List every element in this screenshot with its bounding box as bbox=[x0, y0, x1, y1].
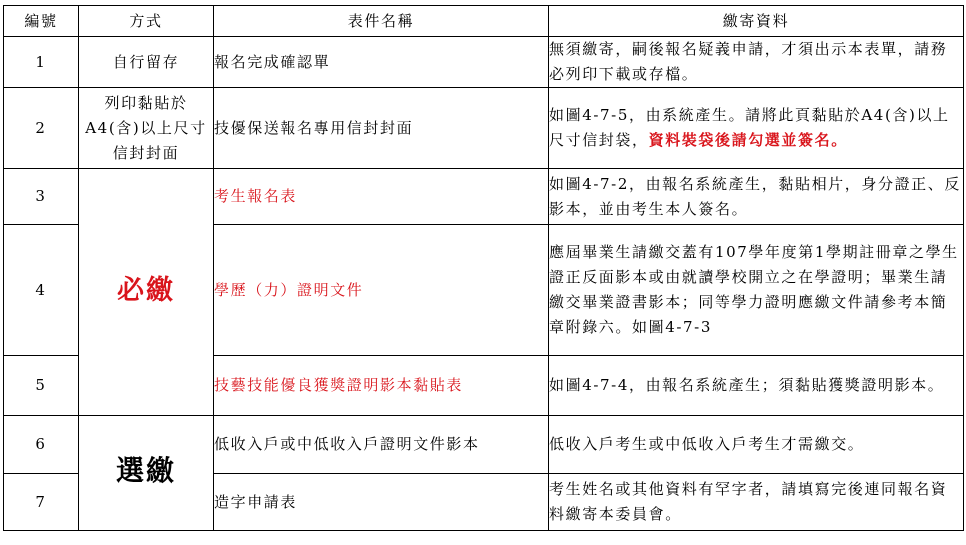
row-form-name: 報名完成確認單 bbox=[214, 37, 549, 88]
row-number: 5 bbox=[4, 356, 79, 416]
table-row bbox=[4, 37, 964, 88]
header-form-name: 表件名稱 bbox=[214, 6, 549, 37]
table-row bbox=[4, 416, 964, 474]
row-info-emphasis: 資料裝袋後請勾選並簽名。 bbox=[648, 131, 848, 149]
table-row bbox=[4, 169, 964, 225]
row-method: 列印黏貼於A4(含)以上尺寸信封封面 bbox=[79, 88, 214, 169]
row-form-name: 技藝技能優良獲獎證明影本黏貼表 bbox=[214, 356, 549, 416]
row-info: 如圖4-7-4，由報名系統產生；須黏貼獲獎證明影本。 bbox=[549, 356, 964, 416]
row-info: 應屆畢業生請繳交蓋有107學年度第1學期註冊章之學生證正反面影本或由就讀學校開立之在學證明；畢業生請繳交畢業證書影本；同等學力證明應繳文件請參考本簡章附錄六。如圖4-7-3 bbox=[549, 225, 964, 356]
row-info: 如圖4-7-2，由報名系統產生，黏貼相片，身分證正、反影本，並由考生本人簽名。 bbox=[549, 169, 964, 225]
row-form-name: 考生報名表 bbox=[214, 169, 549, 225]
row-number: 7 bbox=[4, 474, 79, 531]
submission-table bbox=[3, 5, 964, 531]
row-info: 考生姓名或其他資料有罕字者，請填寫完後連同報名資料繳寄本委員會。 bbox=[549, 474, 964, 531]
row-form-name: 技優保送報名專用信封封面 bbox=[214, 88, 549, 169]
row-number: 4 bbox=[4, 225, 79, 356]
row-number: 2 bbox=[4, 88, 79, 169]
row-form-name: 低收入戶或中低收入戶證明文件影本 bbox=[214, 416, 549, 474]
row-form-name: 學歷（力）證明文件 bbox=[214, 225, 549, 356]
row-info bbox=[549, 88, 964, 169]
row-info: 低收入戶考生或中低收入戶考生才需繳交。 bbox=[549, 416, 964, 474]
row-info: 無須繳寄，嗣後報名疑義申請，才須出示本表單，請務必列印下載或存檔。 bbox=[549, 37, 964, 88]
row-form-name: 造字申請表 bbox=[214, 474, 549, 531]
required-group-label: 必繳 bbox=[117, 274, 175, 306]
header-number: 編號 bbox=[4, 6, 79, 37]
row-number: 1 bbox=[4, 37, 79, 88]
row-method: 自行留存 bbox=[79, 37, 214, 88]
optional-group-label: 選繳 bbox=[115, 454, 176, 487]
table-row bbox=[4, 88, 964, 169]
group-optional bbox=[79, 416, 214, 531]
group-required bbox=[79, 169, 214, 416]
row-number: 3 bbox=[4, 169, 79, 225]
row-number: 6 bbox=[4, 416, 79, 474]
header-method: 方式 bbox=[79, 6, 214, 37]
header-row bbox=[4, 6, 964, 37]
header-info: 繳寄資料 bbox=[549, 6, 964, 37]
row-info-text: 如圖4-7-5，由系統產生。請將此頁黏貼於A4(含)以上尺寸信封袋， bbox=[549, 106, 950, 149]
